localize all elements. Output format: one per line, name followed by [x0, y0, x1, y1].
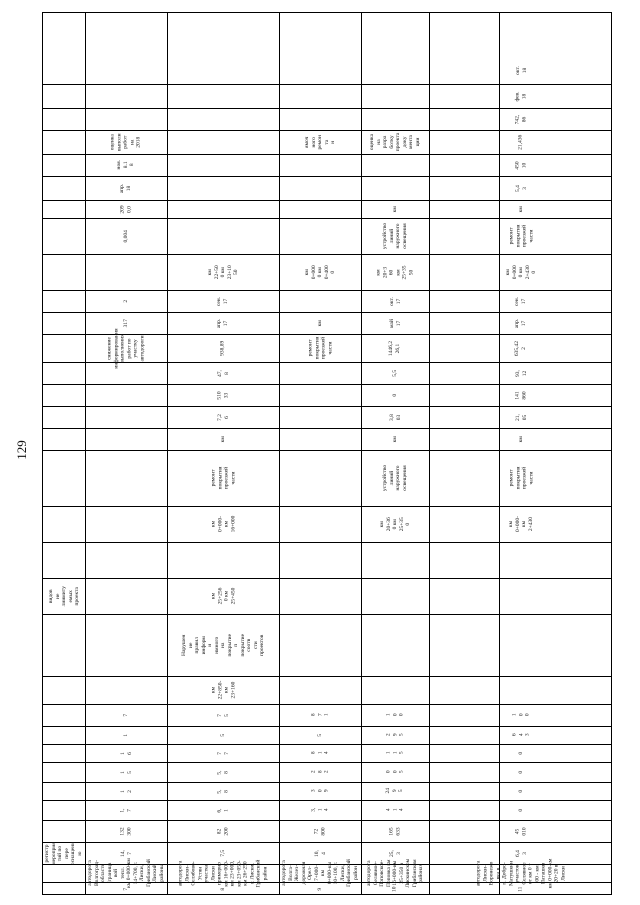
table-cell	[167, 676, 279, 704]
cell-text: ремонт покрытия проезжей части	[508, 224, 534, 248]
cell-text: 1 0 0	[385, 713, 405, 717]
cell-text: май 17	[388, 318, 401, 328]
cell-text: 1 1 5	[385, 751, 405, 755]
cell-text: 11	[517, 886, 524, 892]
table-cell	[429, 704, 613, 726]
table-cell	[167, 450, 279, 506]
cell-text: ноя. 8.1 8	[116, 160, 136, 170]
table-cell	[85, 744, 167, 762]
cell-text: ремонт покрытия проезжей части	[307, 336, 333, 360]
table-cell	[429, 726, 613, 744]
table-cell	[429, 842, 613, 864]
cell-text: 7 7	[216, 751, 229, 755]
column-divider	[43, 614, 611, 615]
table-cell	[429, 450, 613, 506]
cell-text: 165 633	[388, 826, 401, 836]
cell-text: 8 7 1	[310, 713, 330, 717]
cell-text: 0	[517, 770, 524, 774]
cell-text: 1 0 0	[511, 713, 531, 717]
table-cell	[429, 312, 613, 334]
cell-text: км	[391, 205, 398, 213]
table-cell	[167, 384, 279, 406]
cell-text: автодорога Лиски- Воронежо вка в п. Добро- Матушкин участок Селявное от км 0 + 00 - км Паташки км 0+000-км 20+20 в Лиски	[475, 858, 566, 888]
cell-text: 1446,2 26,1	[388, 340, 401, 356]
table-cell	[361, 782, 429, 800]
cell-text: 8 1 4	[310, 751, 330, 755]
table-cell	[429, 744, 613, 762]
table-cell	[279, 704, 361, 726]
cell-text: 82 200	[216, 826, 229, 836]
cell-text: 1, 7	[119, 807, 132, 813]
table-cell	[429, 858, 613, 888]
table-cell	[361, 406, 429, 428]
table-cell	[279, 859, 361, 887]
data-table	[42, 12, 612, 895]
table-cell	[85, 218, 167, 254]
cell-text: ремонт покрытия проезжей части	[210, 466, 236, 490]
table-cell	[429, 362, 613, 384]
cell-text: 3, 1 4	[310, 807, 330, 813]
table-cell	[279, 782, 361, 800]
table-cell	[429, 290, 613, 312]
cell-text: ямоч ного ремон та н	[303, 134, 336, 150]
table-cell	[429, 506, 613, 542]
cell-text: 1 5	[119, 770, 132, 774]
cell-text: км 22+50 0 км 23+10 50	[206, 264, 239, 280]
cell-text: 0	[517, 751, 524, 755]
table-cell	[429, 782, 613, 800]
table-cell	[279, 254, 361, 290]
cell-text: км 0+000- км 2+430	[508, 516, 534, 532]
table-cell	[361, 762, 429, 782]
table-cell	[429, 57, 613, 84]
table-cell	[361, 704, 429, 726]
cell-text: 45 010	[514, 826, 527, 836]
table-cell	[361, 384, 429, 406]
table-cell	[361, 858, 429, 888]
cell-text: 1	[122, 733, 129, 737]
table-cell	[429, 406, 613, 428]
table-cell	[279, 842, 361, 864]
cell-text: 6 4 3	[511, 733, 531, 737]
cell-text: 1 6	[119, 751, 132, 755]
table-cell	[279, 130, 361, 154]
table-cell	[361, 842, 429, 864]
table-cell	[361, 218, 429, 254]
cell-text: 21,436	[517, 134, 524, 150]
table-cell	[167, 726, 279, 744]
cell-text: 5, 8	[216, 769, 229, 775]
cell-text: 8	[219, 887, 226, 891]
table-cell	[167, 762, 279, 782]
cell-text: 3,8 03	[388, 413, 401, 421]
cell-text: снижение информирования выполнения работ по участку автодороги	[106, 327, 145, 369]
table-cell	[361, 290, 429, 312]
cell-text: 450 10	[514, 160, 527, 170]
cell-text: 510 33	[216, 390, 229, 400]
cell-text: автодорога Лиски- Селябово- Устян участка Лиски примерно км 16+000- км 23+000, км 23+050- км 26+250 г. Лиски, Грибанский район	[177, 859, 268, 887]
cell-text: устройство линий наружного освещения	[381, 222, 408, 250]
cell-text: 209 0,0	[119, 204, 132, 214]
table-cell	[85, 154, 167, 176]
cell-text: км	[517, 435, 524, 443]
cell-text: 4 1 4	[385, 808, 405, 812]
cell-text: км 25+256 0 км 25+450	[209, 587, 236, 605]
table-cell	[279, 726, 361, 744]
cell-text: 5,4 3	[514, 184, 527, 192]
cell-text: 317	[122, 318, 129, 328]
table-cell	[429, 176, 613, 200]
table-cell	[429, 200, 613, 218]
cell-text: 141 860	[514, 390, 527, 400]
table-cell	[361, 200, 429, 218]
cell-text: Нарушен ие правил информ и нмного на покрытие п покрытие соотв сти проектов	[180, 633, 265, 657]
table-cell	[361, 450, 429, 506]
cell-text: окт. 17	[388, 296, 401, 306]
table-cell	[167, 578, 279, 614]
table-cell	[167, 820, 279, 842]
table-cell	[85, 200, 167, 218]
cell-text: 10	[391, 886, 398, 892]
cell-text: 14, 7	[119, 849, 132, 857]
column-divider	[43, 578, 611, 579]
table-cell	[167, 744, 279, 762]
table-cell	[361, 312, 429, 334]
page-number: 129	[14, 440, 29, 460]
cell-text: 2 9 5	[385, 733, 405, 737]
cell-text: 93, 12	[514, 369, 527, 377]
cell-text: км 0+000- км 16+000	[209, 515, 236, 533]
column-divider	[43, 676, 611, 677]
cell-text: 25, 3	[388, 849, 401, 857]
table-cell	[167, 312, 279, 334]
cell-text: 10, 4	[313, 849, 326, 857]
cell-text: км	[517, 205, 524, 213]
cell-text: автодорога Селявное- Поповское- Поповка км 16+000-км 25+350 в Лискинском Грибанском районах	[365, 858, 424, 888]
table-cell	[85, 704, 167, 726]
table-cell	[429, 84, 613, 108]
cell-text: 0	[517, 808, 524, 812]
cell-text: апр. 17	[216, 318, 229, 328]
cell-text: 2 8 2	[310, 770, 330, 774]
cell-text: 0	[391, 393, 398, 397]
table-cell	[167, 254, 279, 290]
cell-text: апр. 17	[514, 318, 527, 328]
table-cell	[429, 108, 613, 130]
table-cell	[43, 842, 85, 864]
table-cell	[43, 578, 85, 614]
table-cell	[167, 362, 279, 384]
table-cell	[85, 820, 167, 842]
cell-text: апр. 18	[119, 183, 132, 193]
cell-text: фев. 18	[514, 91, 527, 101]
table-cell	[85, 176, 167, 200]
table-cell	[167, 800, 279, 820]
table-cell	[279, 800, 361, 820]
table-cell	[167, 704, 279, 726]
table-cell	[361, 726, 429, 744]
table-cell	[85, 762, 167, 782]
table-cell	[429, 154, 613, 176]
cell-text: 2	[122, 299, 129, 303]
table-cell	[167, 428, 279, 450]
table-cell	[429, 334, 613, 362]
table-cell	[361, 362, 429, 384]
table-cell	[361, 428, 429, 450]
table-cell	[167, 290, 279, 312]
table-cell	[361, 334, 429, 362]
cell-text: оценка на разра ботку проекта доку мента ции	[369, 132, 421, 152]
table-cell	[361, 744, 429, 762]
table-cell	[429, 384, 613, 406]
table-cell	[279, 312, 361, 334]
cell-text: 47, 8	[216, 369, 229, 377]
cell-text: 7,2 6	[216, 413, 229, 421]
cell-text: 5,5	[391, 369, 398, 377]
cell-text: 0,004	[122, 229, 129, 243]
cell-text: 3 0 9	[310, 789, 330, 793]
cell-text: оценка выполн работ на 2018	[109, 133, 142, 151]
cell-text: 7,5	[219, 849, 226, 857]
cell-text: 1 2	[119, 789, 132, 793]
cell-text: км	[316, 319, 323, 327]
cell-text: автодорога Волгоград- область (граница вой тепл. км 0+000-км 14+700, г. Лиски, Грибанский Лиский районы	[87, 858, 165, 888]
table-cell	[279, 820, 361, 842]
cell-text: 0	[517, 789, 524, 793]
cell-text: км	[391, 435, 398, 443]
table-cell	[361, 800, 429, 820]
cell-text: км 20+3 60 км 25+35 50	[375, 264, 414, 280]
table-cell	[85, 130, 167, 154]
table-cell	[361, 130, 429, 154]
table-cell	[429, 762, 613, 782]
cell-text: 7 5	[216, 713, 229, 717]
cell-text: 5, 8	[216, 788, 229, 794]
table-cell	[85, 726, 167, 744]
table-cell	[85, 327, 167, 369]
table-cell	[167, 782, 279, 800]
table-cell	[167, 842, 279, 864]
column-divider	[43, 542, 611, 543]
cell-text: 7	[122, 713, 129, 717]
table-cell	[167, 614, 279, 676]
table-cell	[429, 218, 613, 254]
table-cell	[85, 842, 167, 864]
table-cell	[429, 428, 613, 450]
cell-text: 24 9 5	[385, 788, 405, 794]
cell-text: 6,4 3	[514, 849, 527, 857]
cell-text: ремонт покрытия проезжей части	[508, 466, 534, 490]
cell-text: сен. 17	[514, 296, 527, 306]
cell-text: км 22+850- км 23+160	[210, 680, 236, 700]
cell-text: 5	[219, 733, 226, 737]
table-cell	[85, 312, 167, 334]
cell-text: 742, 86	[514, 114, 527, 124]
cell-text: 7	[122, 887, 129, 891]
cell-text: устройство линий наружного освещения	[381, 464, 408, 492]
table-cell	[85, 782, 167, 800]
cell-text: 635,42 2	[514, 340, 527, 356]
cell-text: км 0+000 0 км 2+430 0	[504, 264, 537, 280]
table-cell	[429, 254, 613, 290]
cell-text: 5	[316, 733, 323, 737]
cell-text: сен. 17	[216, 296, 229, 306]
table-cell	[429, 130, 613, 154]
cell-text: 9	[316, 887, 323, 891]
table-cell	[429, 820, 613, 842]
table-cell	[279, 334, 361, 362]
table-cell	[85, 290, 167, 312]
cell-text: км 0+000 0 км 0+400 0	[303, 264, 336, 280]
cell-text: 6, 1	[216, 807, 229, 813]
cell-text: видов не лиимиту емых проекта	[47, 585, 80, 607]
table-cell	[361, 820, 429, 842]
cell-text: 938,89	[219, 340, 226, 356]
table-cell	[279, 744, 361, 762]
table-cell	[85, 800, 167, 820]
cell-text: км	[219, 435, 226, 443]
table-cell	[167, 506, 279, 542]
table-cell	[279, 762, 361, 782]
cell-text: окт. 18	[514, 66, 527, 75]
table-cell	[429, 800, 613, 820]
cell-text: 72 800	[313, 826, 326, 836]
table-cell	[167, 859, 279, 887]
table-cell	[85, 858, 167, 888]
cell-text: регистр мероприя тий по пере оснащени ю	[44, 841, 83, 865]
table-cell	[167, 406, 279, 428]
table-cell	[361, 254, 429, 290]
table-cell	[167, 334, 279, 362]
cell-text: 21, 05	[514, 413, 527, 421]
cell-text: км 20+36 0 км 25+35 0	[378, 516, 411, 532]
cell-text: автодорога Волга- Желез- дорожная Орел- 7+000- км 0+000-км 10+100, г. Лиски, Грибанский район	[281, 859, 359, 887]
table-cell	[361, 506, 429, 542]
cell-text: 132 300	[119, 826, 132, 836]
cell-text: 0 0 5	[385, 770, 405, 774]
